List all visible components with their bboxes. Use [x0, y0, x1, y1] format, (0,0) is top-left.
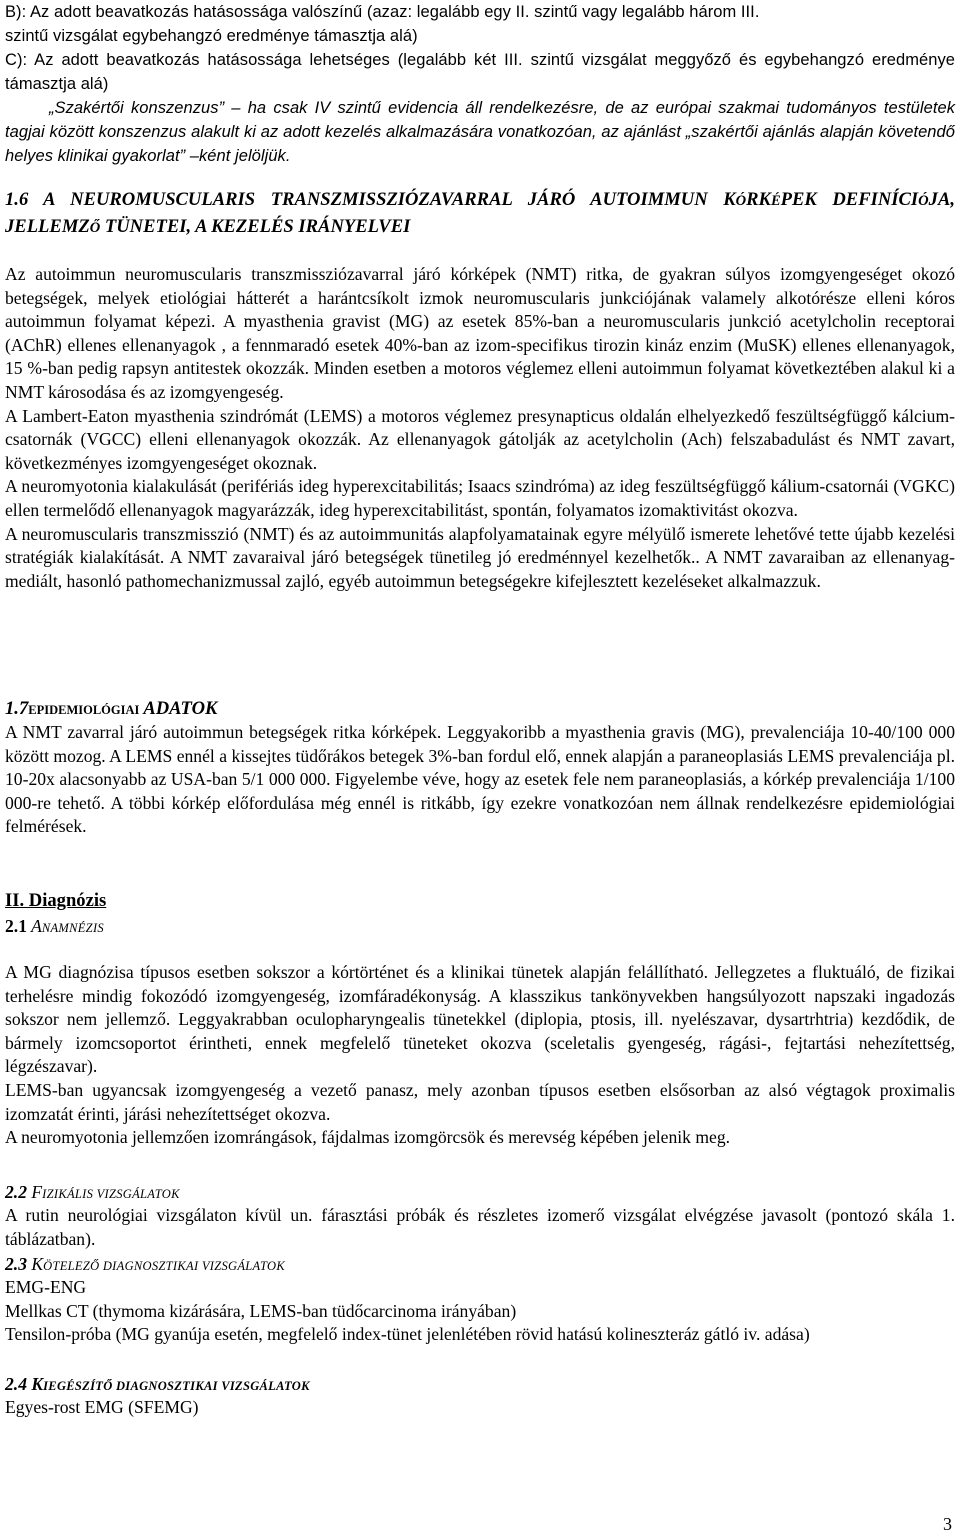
level-c-paragraph: C): Az adott beavatkozás hatásossága lehetséges (legalább két III. szintű vizsgálat meggyőző és egybehangzó eredménye támasztja alá) — [5, 51, 955, 93]
anamnesis-paragraph-1: A MG diagnózisa típusos esetben sokszor a kórtörténet és a klinikai tünetek alapján felállítható. Jellegzetes a fluktuáló, de fizikai terhelésre mindig fokozódó izomgyengeség, izomfáradékonyság. A klasszikus tankönyvekben hangsúlyozott napszaki ingadozás sokszor nem jellemző. Leggyakrabban oculopharyngealis tünetekkel (diplopia, ptosis, ill. nyelészavar, dysartrhtria) kezdődik, de bármely izomcsoportot érintheti, ennek megfelelő tüneteket okozva (sceletalis gyengeség, rágási-, fejtartási nehezítettség, légzészavar). — [5, 962, 955, 1077]
epidemiology-section — [5, 721, 955, 839]
supplementary-tests-heading: 2.4 KIEGÉSZÍTŐ DIAGNOSZTIKAI VIZSGÁLATOK — [5, 1374, 310, 1394]
evidence-levels-block — [5, 0, 955, 168]
physical-exam-heading: 2.2 FIZIKÁLIS VIZSGÁLATOK — [5, 1182, 180, 1202]
anamnesis-paragraph-3: A neuromyotonia jellemzően izomrángások, fájdalmas izomgörcsök és merevség képében jelenik meg. — [5, 1127, 731, 1148]
page-number: 3 — [943, 1514, 952, 1534]
anamnesis-section — [5, 961, 955, 1150]
physical-exam-paragraph: A rutin neurológiai vizsgálaton kívül un. fárasztási próbák és részletes izomerő vizsgálat elvégzése javasolt (pontozó skála 1. táblázatban). — [5, 1205, 955, 1249]
section-1-7-heading: 1.7EPIDEMIOLÓGIAI ADATOK — [5, 698, 218, 719]
supplementary-tests-section — [5, 1396, 955, 1420]
section-1-6-number: 1.6 — [5, 189, 29, 210]
nmt-paragraph-4: A neuromuscularis transzmisszió (NMT) és az autoimmunitás alapfolyamatainak egyre mélyülő ismerete lehetővé tette újabb kezelési stratégiák kialakítását. A NMT zavaraival járó betegségek tünetileg jó eredménnyel kezelhetők.. A NMT zavaraiban az ellenanyag-mediált, hasonló pathomechanizmussal zajló, egyéb autoimmun betegségekre kifejlesztett kezeléseket alkalmazzuk. — [5, 523, 955, 591]
nmt-paragraph-1: Az autoimmun neuromuscularis transzmissziózavarral járó kórképek (NMT) ritka, de gyakran súlyos izomgyengeséget okozó betegségek, melyek etiológiai hátterét a harántcsíkolt izmok neuromuscularis junkciójának valamely alkotórésze elleni kóros autoimmun folyamat képezi. A myasthenia gravist (MG) az esetek 85%-ban a neuromuscularis junkció acetylcholin receptorai (AChR) ellenes ellenanyagok , a fennmaradó esetek 40%-ban az izom-specifikus tirozin kináz enzim (MuSK) ellenes ellenanyagok, 15 %-ban pedig rapsyn antitestek okozzák. Minden esetben a motoros véglemez elleni autoimmun folyamat következtében alakul ki a NMT károsodása és az izomgyengeség. — [5, 264, 955, 402]
anamnesis-paragraph-2: LEMS-ban ugyancsak izomgyengeség a vezető panasz, mely azonban típusos esetben elsősorban az alsó végtagok proximalis izomzatát érinti, járási nehezítettséget okozva. — [5, 1079, 955, 1124]
diagnosis-heading: II. Diagnózis — [5, 890, 107, 911]
physical-exam-section — [5, 1204, 955, 1251]
level-b-line-2: szintű vizsgálat egybehangzó eredménye támasztja alá) — [5, 27, 418, 45]
supplementary-test-sfemg: Egyes-rost EMG (SFEMG) — [5, 1397, 199, 1417]
mandatory-tests-section — [5, 1276, 955, 1347]
mandatory-test-emg: EMG-ENG — [5, 1277, 87, 1297]
nmt-paragraph-3: A neuromyotonia kialakulását (perifériás ideg hyperexcitabilitás; Isaacs szindróma) az ideg feszültségfüggő kálium-csatornái (VGKC) ellen termelődő ellenanyagok magyarázzák, ideg hyperexcitabilitást, spontán, folyamatos izomaktivitást okozva. — [5, 476, 955, 520]
nmt-definition-section — [5, 263, 955, 593]
mandatory-test-ct: Mellkas CT (thymoma kizárására, LEMS-ban tüdőcarcinoma irányában) — [5, 1300, 517, 1321]
anamnesis-heading: 2.1 ANAMNÉZIS — [5, 916, 104, 936]
expert-consensus-paragraph: „Szakértői konszenzus” – ha csak IV szintű evidencia áll rendelkezésre, de az európai szakmai tudományos testületek tagjai között konszenzus alakult ki az adott kezelés alkalmazására vonatkozóan, az ajánlást „szakértői ajánlás alapján követendő helyes klinikai gyakorlat” –ként jelöljük. — [5, 99, 955, 165]
section-1-6-heading: 1.6 A NEUROMUSCULARIS TRANSZMISSZIÓZAVARRAL JÁRÓ AUTOIMMUN KÓRKÉPEK DEFINÍCIÓJA, JELLEMZŐ TÜNETEI, A KEZELÉS IRÁNYELVEI — [5, 189, 955, 237]
level-b-line-1: B): Az adott beavatkozás hatásossága valószínű (azaz: legalább egy II. szintű vagy legalább három III. — [5, 3, 760, 21]
mandatory-test-tensilon: Tensilon-próba (MG gyanúja esetén, megfelelő index-tünet jelenlétében rövid hatású kolineszteráz gátló iv. adása) — [5, 1324, 810, 1345]
mandatory-tests-heading: 2.3 KÖTELEZŐ DIAGNOSZTIKAI VIZSGÁLATOK — [5, 1254, 286, 1274]
epidemiology-paragraph: A NMT zavarral járó autoimmun betegségek ritka kórképek. Leggyakoribb a myasthenia gravis (MG), prevalenciája 10-40/100 000 között mozog. A LEMS ennél a kissejtes tüdőrákos betegek 3%-ban fordul elő, ennek alapján a paraneoplasiás LEMS prevalenciája pl. 10-20x alacsonyabb az USA-ban 5/1 000 000. Figyelembe véve, hogy az esetek fele nem paraneoplasiás, a kórkép prevalenciája 1/100 000-re tehető. A többi kórkép előfordulása még ennél is ritkább, így ezekre vonatkozóan nem állnak rendelkezésre epidemiológiai felmérések. — [5, 722, 955, 837]
nmt-paragraph-2: A Lambert-Eaton myasthenia szindrómát (LEMS) a motoros véglemez presynapticus oldalán elhelyezkedő feszültségfüggő kálcium-csatornák (VGCC) elleni ellenanyagok okozzák. Az ellenanyagok gátolják az acetylcholin (Ach) felszabadulást és NMT zavart, következményes izomgyengeséget okoznak. — [5, 405, 955, 473]
